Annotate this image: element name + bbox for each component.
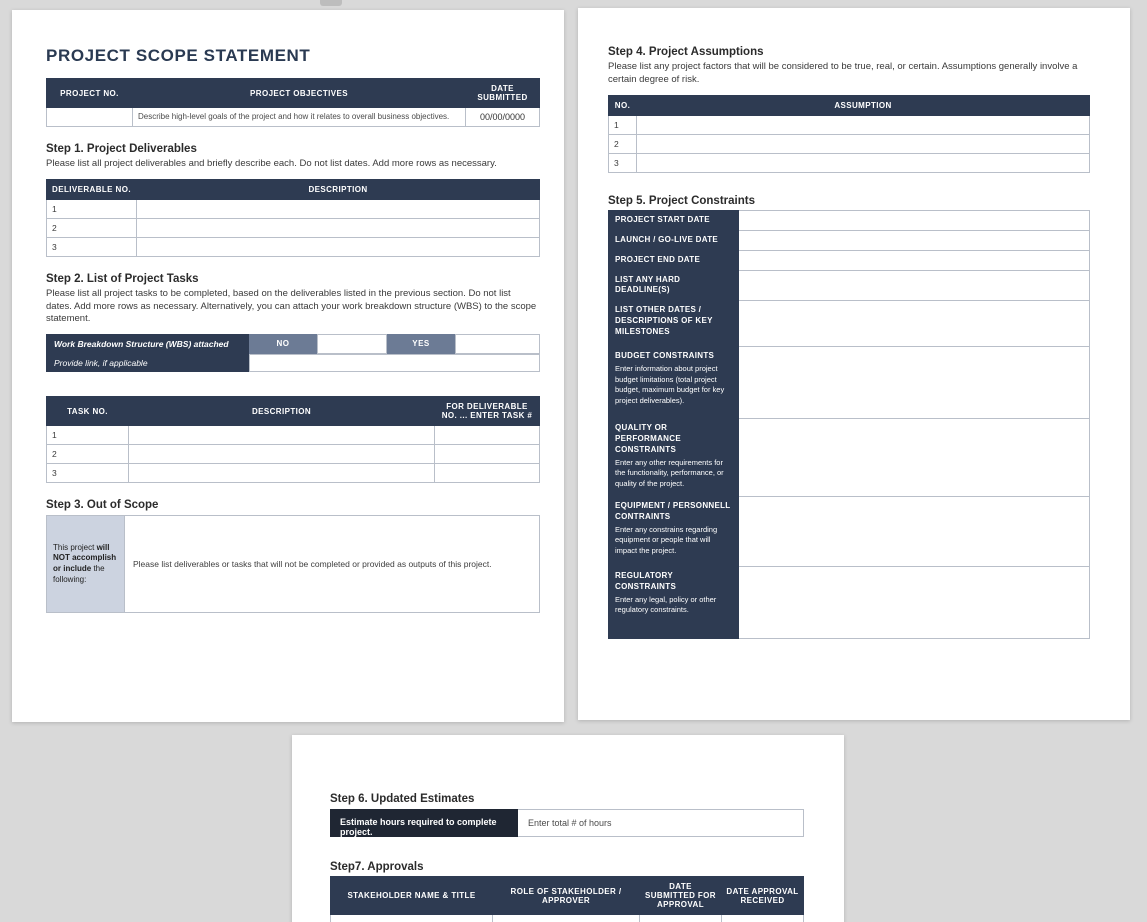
table-header-row	[331, 877, 804, 915]
constraint-label-text: REGULATORY CONSTRAINTS	[615, 571, 677, 592]
step6-title: Step 6. Updated Estimates	[330, 793, 475, 805]
constraint-value[interactable]	[739, 230, 1090, 250]
table-header-row	[609, 95, 1090, 115]
cell-stakeholder-role[interactable]	[493, 915, 640, 922]
constraint-row	[609, 270, 1090, 301]
constraint-row	[609, 347, 1090, 419]
col-date-approval-received: DATE APPROVAL RECEIVED	[722, 877, 804, 915]
cell-deliverable-no[interactable]: 2	[47, 218, 137, 237]
wbs-attached-row	[46, 334, 540, 354]
cell-project-no[interactable]	[47, 108, 133, 127]
cell-assumption-no[interactable]: 3	[609, 153, 637, 172]
step3-title: Step 3. Out of Scope	[46, 499, 159, 512]
table-header-row	[47, 79, 540, 108]
table-row	[609, 134, 1090, 153]
table-row	[47, 426, 540, 445]
wbs-yes-checkbox[interactable]	[455, 334, 540, 354]
constraint-value[interactable]	[739, 497, 1090, 567]
step1-title: Step 1. Project Deliverables	[46, 143, 197, 155]
document-page-3	[292, 735, 844, 922]
table-row	[47, 464, 540, 483]
step1-description: Please list all project deliverables and briefly describe each. Do not list dates. Add more rows as necessary.	[46, 158, 497, 169]
constraint-label-text: LIST OTHER DATES / DESCRIPTIONS OF KEY MILESTONES	[615, 305, 713, 336]
oos-text-1: This project	[53, 542, 97, 552]
wbs-label: Work Breakdown Structure (WBS) attached	[46, 334, 249, 354]
cell-assumption-no[interactable]: 1	[609, 115, 637, 134]
constraint-label	[609, 270, 739, 301]
step2-description: Please list all project tasks to be completed, based on the deliverables listed in the previous section. Do not list dates. Add more rows as necessary. Alternatively, you can attach your work breakdown structure (WBS) to the scope statement.	[46, 287, 537, 325]
wbs-no-label: NO	[249, 334, 317, 354]
cell-task-deliverable[interactable]	[435, 445, 540, 464]
wbs-link-input[interactable]	[249, 354, 540, 372]
constraint-label-text: PROJECT END DATE	[615, 254, 701, 264]
table-row	[609, 153, 1090, 172]
constraint-row	[609, 567, 1090, 639]
cell-task-deliverable[interactable]	[435, 464, 540, 483]
cell-assumption-no[interactable]: 2	[609, 134, 637, 153]
col-assumption: ASSUMPTION	[637, 95, 1090, 115]
constraint-label	[609, 250, 739, 270]
constraint-label-text: LAUNCH / GO-LIVE DATE	[615, 234, 719, 244]
estimate-hours-row	[330, 809, 804, 837]
cell-deliverable-description[interactable]	[137, 218, 540, 237]
col-project-objectives: PROJECT OBJECTIVES	[133, 79, 466, 108]
constraint-label	[609, 230, 739, 250]
cell-date-submitted[interactable]: 00/00/0000	[466, 108, 540, 127]
oos-text-2: the following:	[53, 564, 105, 585]
cell-deliverable-description[interactable]	[137, 237, 540, 256]
constraint-label	[609, 347, 739, 419]
wbs-no-checkbox[interactable]	[317, 334, 387, 354]
constraint-row	[609, 419, 1090, 497]
constraint-value[interactable]	[739, 347, 1090, 419]
constraint-value[interactable]	[739, 419, 1090, 497]
step4-description: Please list any project factors that will be considered to be true, real, or certain. Assumptions generally involve a certain degree of risk.	[608, 61, 1078, 85]
constraint-label-text: QUALITY OR PERFORMANCE CONSTRAINTS	[615, 423, 681, 454]
cell-task-no[interactable]: 2	[47, 445, 129, 464]
constraint-label-sub: Enter any other requirements for the functionality, performance, or quality of the project.	[615, 457, 724, 488]
constraint-label-sub: Enter any legal, policy or other regulatory constraints.	[615, 594, 717, 615]
constraint-row	[609, 230, 1090, 250]
step2-title: Step 2. List of Project Tasks	[46, 272, 199, 285]
constraint-label	[609, 497, 739, 567]
constraint-label	[609, 419, 739, 497]
constraint-value[interactable]	[739, 567, 1090, 639]
col-task-description: DESCRIPTION	[129, 397, 435, 426]
cell-task-deliverable[interactable]	[435, 426, 540, 445]
step4-title: Step 4. Project Assumptions	[608, 46, 764, 58]
project-header-table	[46, 78, 540, 127]
constraint-label-sub: Enter information about project budget limitations (total project budget, maximum budget for key project deliverables).	[615, 364, 725, 405]
wbs-yes-label: YES	[387, 334, 455, 354]
step5-title: Step 5. Project Constraints	[608, 194, 755, 207]
col-task-deliverable-ref: FOR DELIVERABLE NO. ... ENTER TASK #	[435, 397, 540, 426]
constraint-value[interactable]	[739, 301, 1090, 347]
tasks-table	[46, 396, 540, 483]
constraint-label-text: EQUIPMENT / PERSONNELL CONTRAINTS	[615, 501, 731, 522]
page-title: PROJECT SCOPE STATEMENT	[46, 46, 311, 65]
col-date-submitted-approval: DATE SUBMITTED FOR APPROVAL	[640, 877, 722, 915]
constraint-label-text: BUDGET CONSTRAINTS	[615, 351, 715, 361]
col-stakeholder-role: ROLE OF STAKEHOLDER / APPROVER	[493, 877, 640, 915]
constraints-table	[608, 210, 1090, 640]
oos-text-bold: will NOT accomplish or include	[53, 542, 117, 574]
estimate-hours-label: Estimate hours required to complete project.	[330, 809, 518, 837]
wbs-link-row	[46, 354, 540, 372]
col-deliverable-description: DESCRIPTION	[137, 179, 540, 199]
out-of-scope-label	[47, 516, 125, 612]
out-of-scope-input[interactable]: Please list deliverables or tasks that will not be completed or provided as outputs of this project.	[133, 559, 492, 570]
cell-deliverable-no[interactable]: 3	[47, 237, 137, 256]
cell-date-submitted[interactable]	[640, 915, 722, 922]
cell-task-description[interactable]	[129, 426, 435, 445]
table-row	[47, 218, 540, 237]
table-row	[47, 199, 540, 218]
constraint-label	[609, 210, 739, 230]
out-of-scope-block	[46, 515, 540, 613]
constraint-label-text: PROJECT START DATE	[615, 214, 710, 224]
document-page-1	[12, 10, 564, 722]
table-header-row	[47, 179, 540, 199]
cell-project-objectives[interactable]: Describe high-level goals of the project and how it relates to overall business objectives.	[133, 108, 466, 127]
wbs-link-label: Provide link, if applicable	[46, 354, 249, 372]
col-date-submitted: DATE SUBMITTED	[466, 79, 540, 108]
estimate-hours-input[interactable]: Enter total # of hours	[518, 809, 804, 837]
col-task-no: TASK NO.	[47, 397, 129, 426]
cell-assumption[interactable]	[637, 115, 1090, 134]
constraint-row	[609, 497, 1090, 567]
table-row	[331, 915, 804, 922]
cell-assumption[interactable]	[637, 153, 1090, 172]
window-tab-stub	[320, 0, 342, 6]
cell-stakeholder-name[interactable]	[331, 915, 493, 922]
constraint-label	[609, 301, 739, 347]
col-stakeholder-name: STAKEHOLDER NAME & TITLE	[331, 877, 493, 915]
cell-deliverable-no[interactable]: 1	[47, 199, 137, 218]
col-deliverable-no: DELIVERABLE NO.	[47, 179, 137, 199]
constraint-label-sub: Enter any constrains regarding equipment or people that will impact the project.	[615, 524, 718, 555]
cell-task-no[interactable]: 3	[47, 464, 129, 483]
table-row	[609, 115, 1090, 134]
cell-date-received[interactable]	[722, 915, 804, 922]
cell-task-description[interactable]	[129, 445, 435, 464]
cell-deliverable-description[interactable]	[137, 199, 540, 218]
table-row	[47, 108, 540, 127]
constraint-label-text: LIST ANY HARD DEADLINE(S)	[615, 274, 681, 295]
cell-assumption[interactable]	[637, 134, 1090, 153]
constraint-value[interactable]	[739, 270, 1090, 301]
constraint-value[interactable]	[739, 250, 1090, 270]
constraint-label	[609, 567, 739, 639]
constraint-row	[609, 210, 1090, 230]
document-page-2	[578, 8, 1130, 720]
constraint-row	[609, 250, 1090, 270]
deliverables-table	[46, 179, 540, 257]
constraint-value[interactable]	[739, 210, 1090, 230]
approvals-table	[330, 876, 804, 922]
col-project-no: PROJECT NO.	[47, 79, 133, 108]
table-row	[47, 445, 540, 464]
constraint-row	[609, 301, 1090, 347]
table-row	[47, 237, 540, 256]
table-header-row	[47, 397, 540, 426]
cell-task-no[interactable]: 1	[47, 426, 129, 445]
step7-title: Step7. Approvals	[330, 861, 424, 873]
assumptions-table	[608, 95, 1090, 173]
cell-task-description[interactable]	[129, 464, 435, 483]
col-assumption-no: NO.	[609, 95, 637, 115]
